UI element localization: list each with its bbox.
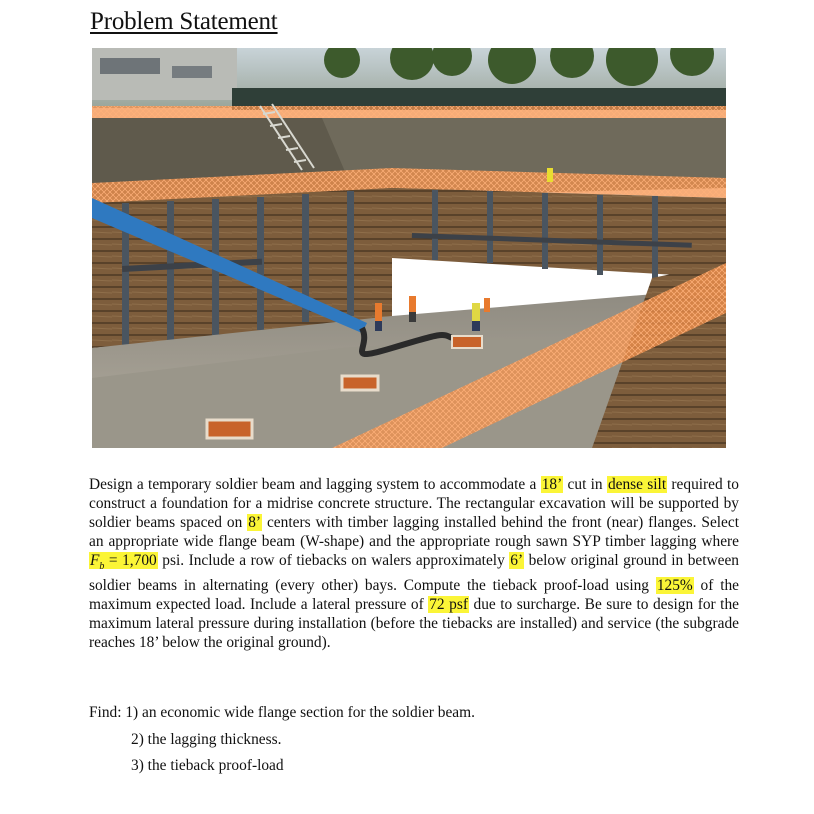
problem-paragraph: Design a temporary soldier beam and lagging system to accommodate a 18’ cut in dense silt required to construct a foundation for a midrise concrete structure. The rectangular excavation will be supported by soldier beams spaced on 8’ centers with timber lagging installed behind the front (near) flanges. Select an appropriate wide flange beam (W-shape) and the appropriate rough sawn SYP timber lagging where $F_b = 1,700$ psi. Include a row of tiebacks on walers approximately 6’ below original ground in between soldier beams in alternating (every other) bays. Compute the tieback proof-load using 125% of the maximum expected load. Include a lateral pressure of 72 psf due to surcharge. Be sure to design for the maximum lateral pressure during installation (before the tiebacks are installed) and service (the subgrade reaches 18’ below the original ground).	[89, 476, 739, 652]
excavation-photo	[92, 48, 726, 448]
highlighted-value: 18’	[541, 476, 563, 493]
highlighted-value: 6’	[510, 552, 524, 570]
highlighted-value: dense silt	[607, 476, 667, 493]
highlighted-value: $F_b = 1,700$	[90, 552, 157, 573]
highlighted-value: 125%	[656, 577, 693, 595]
page-title: Problem Statement	[90, 8, 278, 35]
highlighted-value: 72 psf	[429, 596, 468, 614]
find-line-2: 2) the lagging thickness.	[131, 731, 282, 748]
find-line-1: Find: 1) an economic wide flange section for the soldier beam.	[89, 704, 475, 721]
find-line-3: 3) the tieback proof-load	[131, 757, 284, 774]
highlighted-value: 8’	[248, 514, 262, 532]
